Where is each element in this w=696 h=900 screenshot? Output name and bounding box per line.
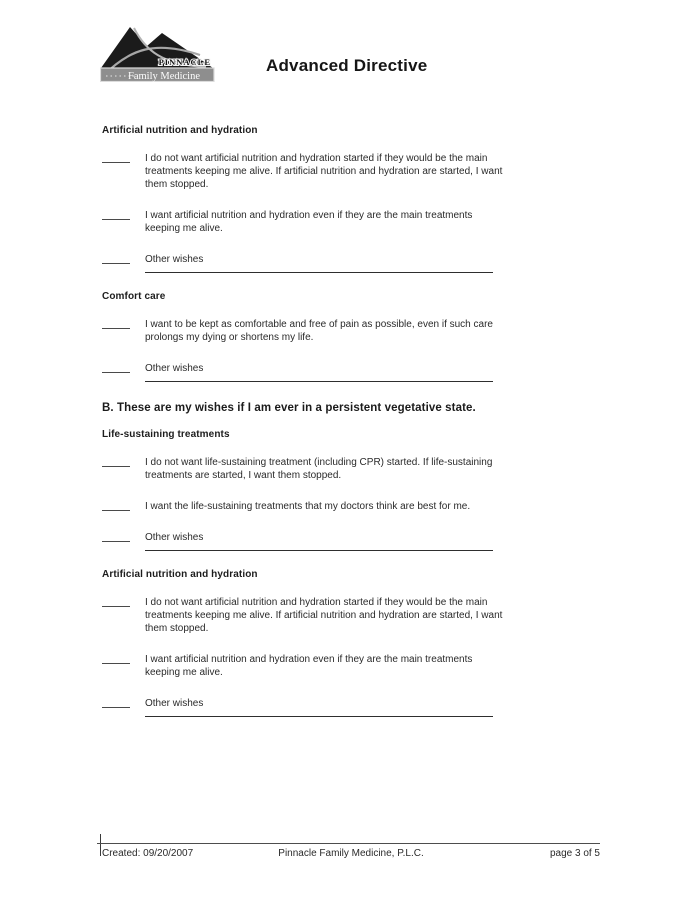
section-heading-artificial-nutrition-a: Artificial nutrition and hydration (102, 125, 258, 136)
section-heading-life-sustaining: Life-sustaining treatments (102, 429, 230, 440)
directive-option (102, 318, 542, 344)
other-wishes-row (102, 697, 542, 710)
initials-blank (102, 209, 130, 220)
initials-blank (102, 697, 130, 708)
directive-option (102, 152, 542, 191)
document-title: Advanced Directive (266, 56, 428, 75)
other-wishes-row (102, 362, 542, 375)
section-heading-artificial-nutrition-b: Artificial nutrition and hydration (102, 569, 258, 580)
logo-brand-text: PINNACLE (158, 57, 211, 67)
page-footer (102, 848, 600, 859)
directive-content (102, 125, 542, 735)
directive-option-text: I do not want life-sustaining treatment (including CPR) started. If life-sustaining treatments are started, I want them stopped. (145, 457, 493, 481)
other-wishes-row (102, 253, 542, 266)
logo-tagline-text: Family Medicine (127, 71, 201, 82)
directive-option-text: I want to be kept as comfortable and free of pain as possible, even if such care prolongs my dying or shortens my life. (145, 319, 493, 343)
other-wishes-label: Other wishes (145, 363, 204, 374)
other-wishes-write-line (145, 381, 493, 382)
directive-option (102, 500, 542, 513)
other-wishes-write-line (145, 550, 493, 551)
other-wishes-label: Other wishes (145, 254, 204, 265)
initials-blank (102, 253, 130, 264)
part-b-heading: B. These are my wishes if I am ever in a persistent vegetative state. (102, 402, 476, 414)
other-wishes-write-line (145, 716, 493, 717)
directive-option-text: I want artificial nutrition and hydration even if they are the main treatments keeping me alive. (145, 654, 473, 678)
other-wishes-row (102, 531, 542, 544)
initials-blank (102, 500, 130, 511)
initials-blank (102, 318, 130, 329)
footer-organization: Pinnacle Family Medicine, P.L.C. (278, 848, 424, 859)
mountain-logo-graphic (100, 25, 215, 82)
other-wishes-label: Other wishes (145, 532, 204, 543)
initials-blank (102, 653, 130, 664)
footer-rule (97, 843, 600, 844)
directive-option (102, 653, 542, 679)
directive-option (102, 596, 542, 635)
initials-blank (102, 596, 130, 607)
initials-blank (102, 362, 130, 373)
initials-blank (102, 456, 130, 467)
directive-option-text: I want artificial nutrition and hydration even if they are the main treatments keeping me alive. (145, 210, 473, 234)
other-wishes-write-line (145, 272, 493, 273)
footer-page-number: page 3 of 5 (549, 848, 600, 859)
directive-option-text: I want the life-sustaining treatments that my doctors think are best for me. (145, 501, 471, 512)
section-heading-comfort-care: Comfort care (102, 291, 166, 302)
directive-option-text: I do not want artificial nutrition and hydration started if they would be the main treatments keeping me alive. If artificial nutrition and hydration are started, I want them stopped. (145, 153, 503, 190)
other-wishes-label: Other wishes (145, 698, 204, 709)
initials-blank (102, 531, 130, 542)
footer-created-date: Created: 09/20/2007 (102, 848, 194, 859)
clinic-logo (100, 25, 215, 82)
directive-option-text: I do not want artificial nutrition and hydration started if they would be the main treatments keeping me alive. If artificial nutrition and hydration are started, I want them stopped. (145, 597, 503, 634)
directive-option (102, 209, 542, 235)
directive-option (102, 456, 542, 482)
initials-blank (102, 152, 130, 163)
